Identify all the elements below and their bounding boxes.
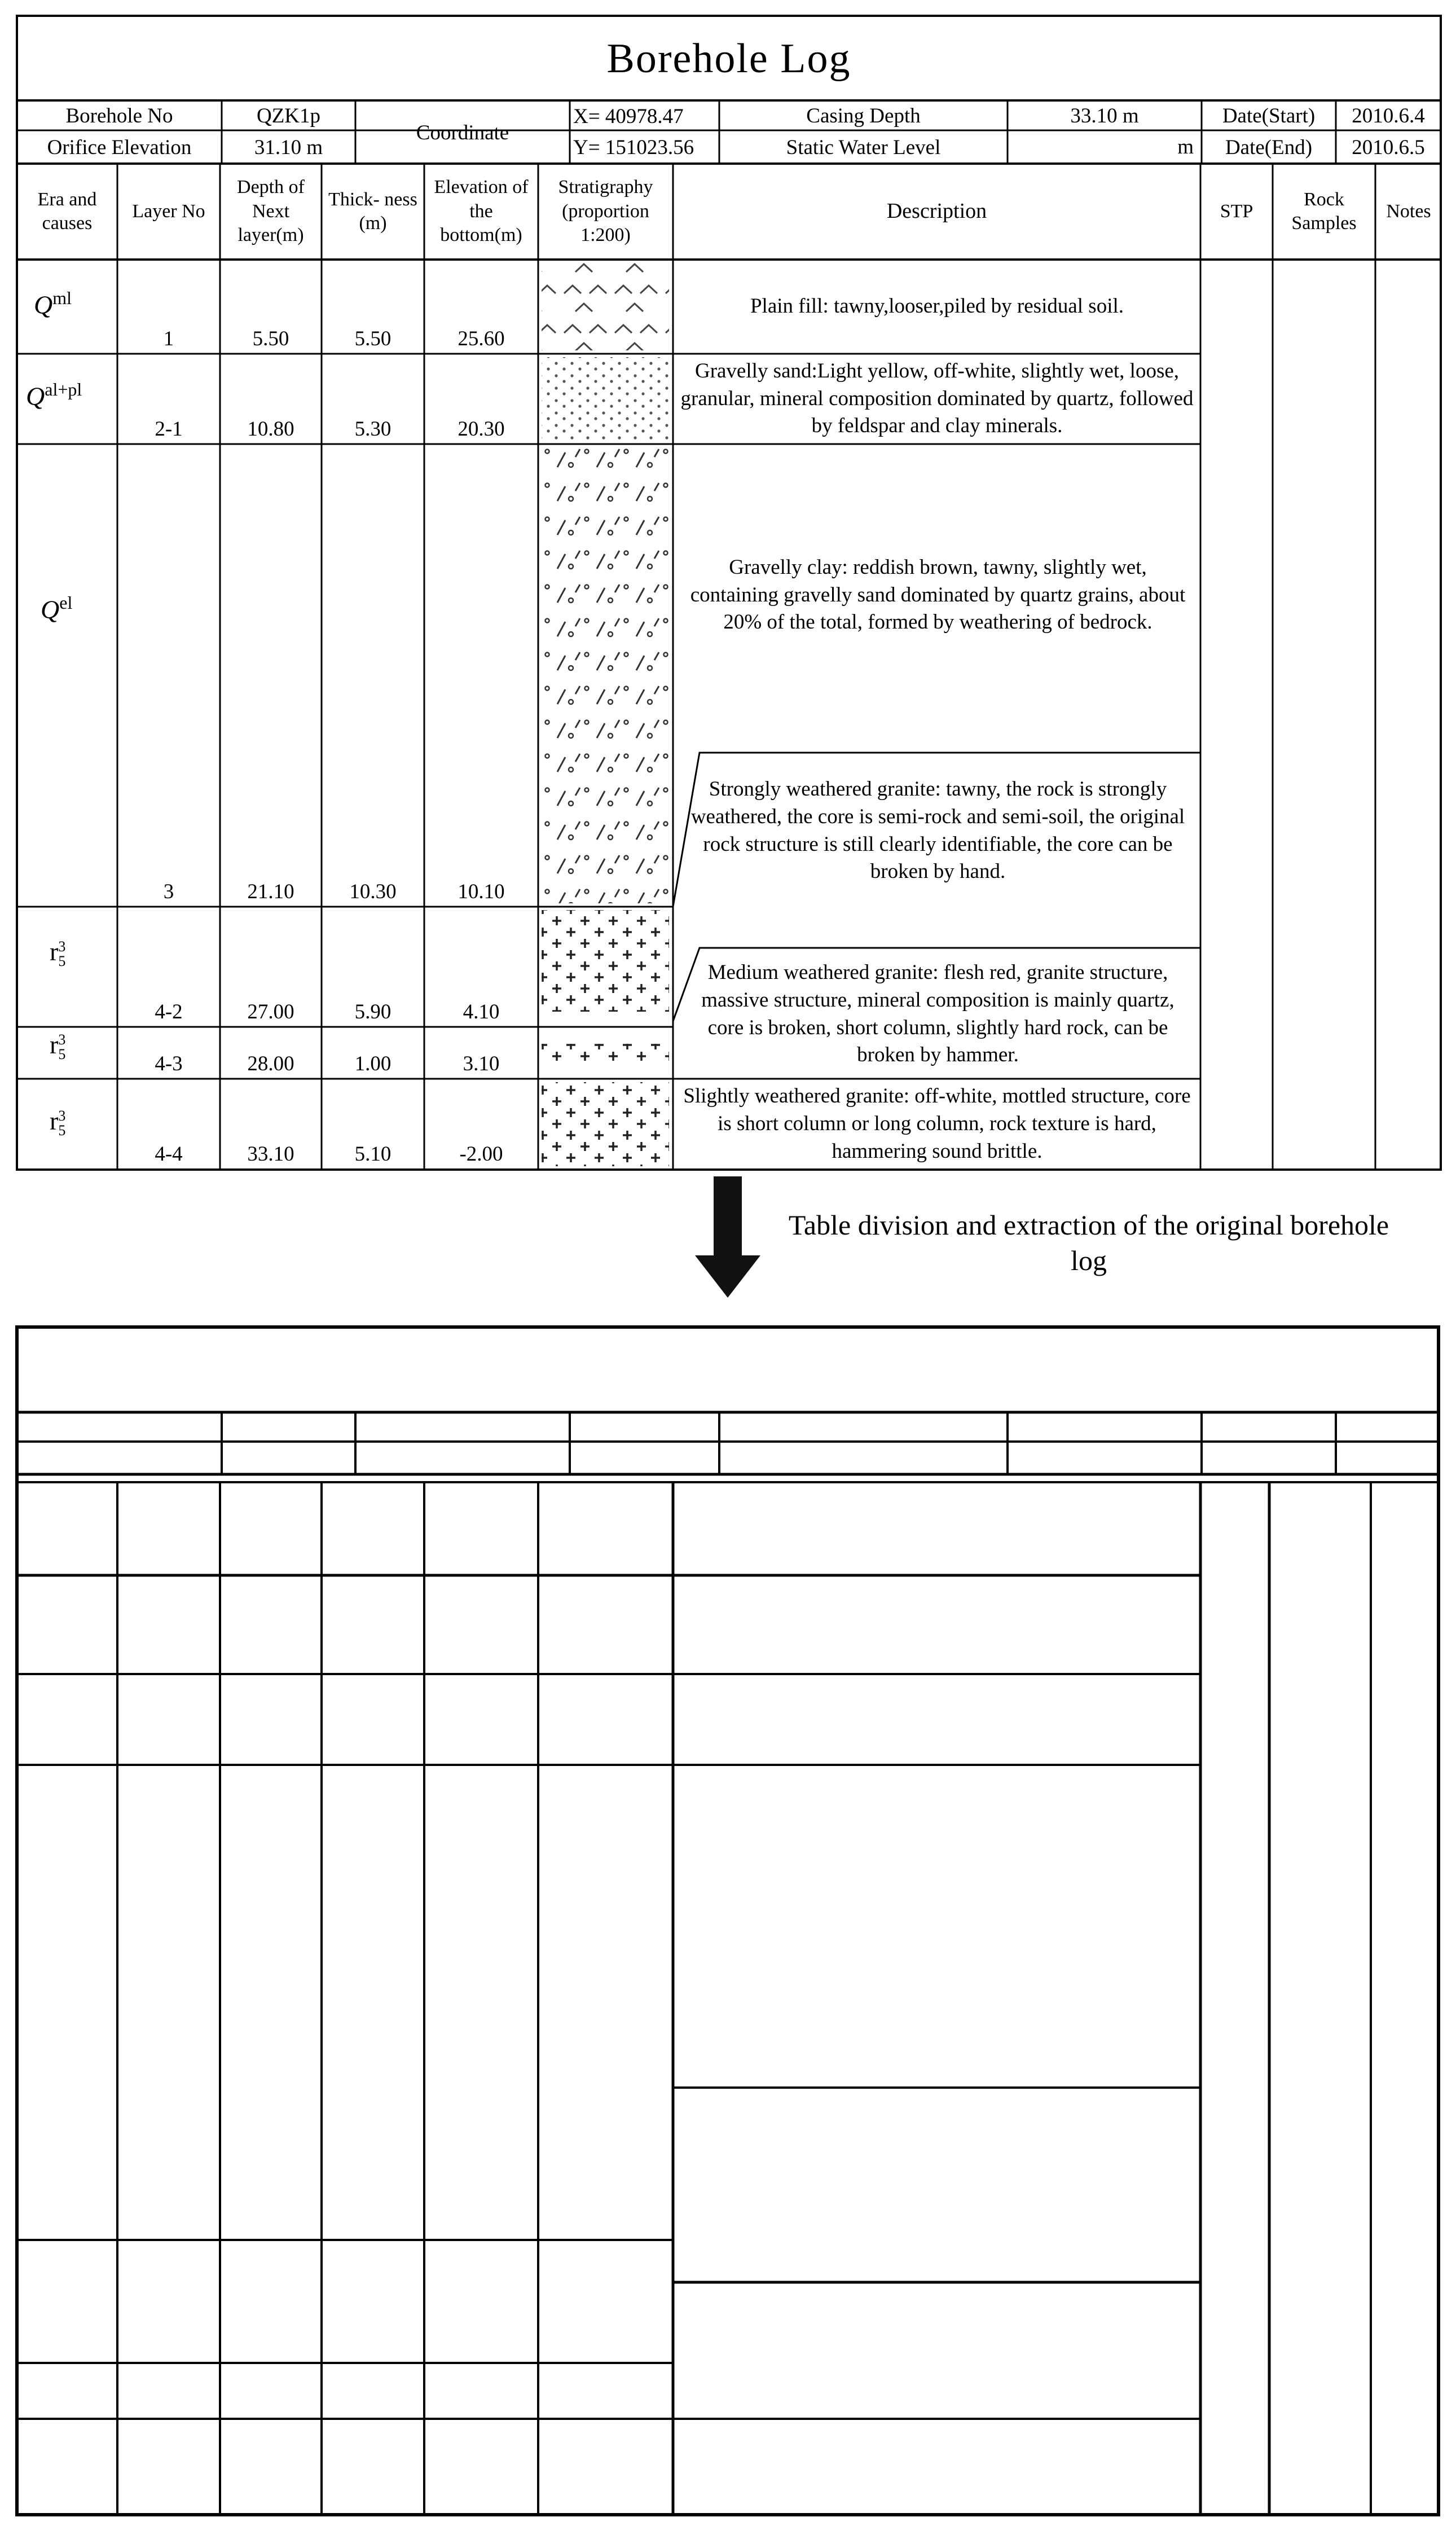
row2-depth: 10.80: [247, 417, 294, 441]
date-end-value: 2010.6.5: [1352, 135, 1425, 159]
borehole-no-value: QZK1p: [256, 104, 321, 128]
row6-elevation: -2.00: [459, 1142, 503, 1166]
strat-gravelly-clay: [542, 447, 669, 903]
row5-elevation: 3.10: [463, 1052, 500, 1075]
desc-slight-granite: Slightly weathered granite: off-white, mottled structure, core is short column or long column, rock texture is hard, hammering sound brittle.: [683, 1084, 1191, 1163]
era-r53-c: r 3 5: [50, 1106, 66, 1139]
col-layer: Layer No: [132, 200, 205, 222]
strat-granite-thin: [542, 1044, 669, 1061]
row3-thickness: 10.30: [349, 880, 397, 903]
borehole-no-label: Borehole No: [65, 104, 173, 128]
row2-elevation: 20.30: [458, 417, 505, 441]
desc-strong-granite: Strongly weathered granite: tawny, the rock is strongly weathered, the core is semi-rock and semi-soil, the original rock structure is still clearly identifiable, the core can be broken by hand.: [690, 777, 1185, 884]
row1-elevation: 25.60: [458, 327, 505, 350]
row2-layer: 2-1: [155, 417, 183, 441]
casing-depth-value: 33.10 m: [1070, 104, 1139, 128]
era-qml: $Q^{ml}$: [34, 288, 72, 319]
static-water-level-value: m: [1177, 135, 1194, 159]
row6-thickness: 5.10: [354, 1142, 392, 1166]
era-r53-b: r 3 5: [50, 1030, 66, 1063]
row4-depth: 27.00: [247, 1000, 294, 1023]
orifice-elevation-label: Orifice Elevation: [47, 135, 192, 159]
casing-depth-label: Casing Depth: [806, 104, 921, 128]
col-rock-samples: Rock Samples: [1291, 188, 1357, 234]
strat-gravelly-sand: [542, 357, 669, 441]
col-notes: Notes: [1386, 200, 1431, 222]
col-thickness: Thick- ness (m): [328, 188, 417, 234]
strat-granite-medium: [542, 910, 669, 1012]
row6-layer: 4-4: [155, 1142, 183, 1166]
row4-elevation: 4.10: [463, 1000, 500, 1023]
arrow-head: [695, 1255, 760, 1298]
row2-thickness: 5.30: [354, 417, 392, 441]
date-end-label: Date(End): [1225, 135, 1313, 159]
col-description: Description: [886, 199, 987, 223]
strat-plain-fill: [542, 263, 669, 350]
orifice-elevation-value: 31.10 m: [254, 135, 323, 159]
row5-layer: 4-3: [155, 1052, 183, 1075]
desc-gravelly-clay: Gravelly clay: reddish brown, tawny, slightly wet, containing gravelly sand dominated by quartz grains, about 20% of the total, formed by weathering of bedrock.: [690, 555, 1186, 634]
col-stp: STP: [1220, 200, 1253, 222]
coordinate-label: Coordinate: [416, 121, 509, 144]
row5-thickness: 1.00: [354, 1052, 392, 1075]
desc-plain-fill: Plain fill: tawny,looser,piled by residual soil.: [750, 295, 1124, 318]
row1-layer: 1: [163, 327, 174, 350]
x-coordinate: X= 40978.47: [573, 105, 684, 128]
row1-depth: 5.50: [252, 327, 289, 350]
row4-layer: 4-2: [155, 1000, 183, 1023]
strat-granite-slight: [542, 1082, 669, 1166]
col-elevation: Elevation of the bottom(m): [434, 177, 529, 246]
desc-gravelly-sand: Gravelly sand:Light yellow, off-white, slightly wet, loose, granular, mineral composition dominated by quartz, followed by feldspar and clay minerals.: [680, 359, 1194, 438]
row3-elevation: 10.10: [458, 880, 505, 903]
row5-depth: 28.00: [247, 1052, 294, 1075]
row4-thickness: 5.90: [354, 1000, 392, 1023]
era-qel: $Q^{el}$: [41, 592, 73, 624]
col-depth: Depth of Next layer(m): [237, 177, 305, 246]
extraction-caption: Table division and extraction of the original borehole log: [788, 1209, 1389, 1276]
static-water-level-label: Static Water Level: [786, 135, 941, 159]
col-stratigraphy: Stratigraphy (proportion 1:200): [558, 177, 653, 246]
extracted-outer-frame: [17, 1327, 1439, 2515]
row1-thickness: 5.50: [354, 327, 392, 350]
row3-depth: 21.10: [247, 880, 294, 903]
date-start-value: 2010.6.4: [1352, 104, 1425, 128]
era-qalpl: $Q^{al+pl}$: [26, 379, 82, 411]
col-era: Era and causes: [37, 188, 97, 234]
log-title: Borehole Log: [606, 35, 851, 82]
date-start-label: Date(Start): [1222, 104, 1316, 128]
era-r53-a: r 3 5: [50, 937, 66, 970]
desc-medium-granite: Medium weathered granite: flesh red, granite structure, massive structure, mineral composition is mainly quartz, core is broken, short column, slightly hard rock, can be broken by hammer.: [701, 960, 1175, 1067]
y-coordinate: Y= 151023.56: [573, 136, 694, 159]
row3-layer: 3: [163, 880, 174, 903]
arrow-shaft: [714, 1176, 742, 1255]
row6-depth: 33.10: [247, 1142, 294, 1166]
